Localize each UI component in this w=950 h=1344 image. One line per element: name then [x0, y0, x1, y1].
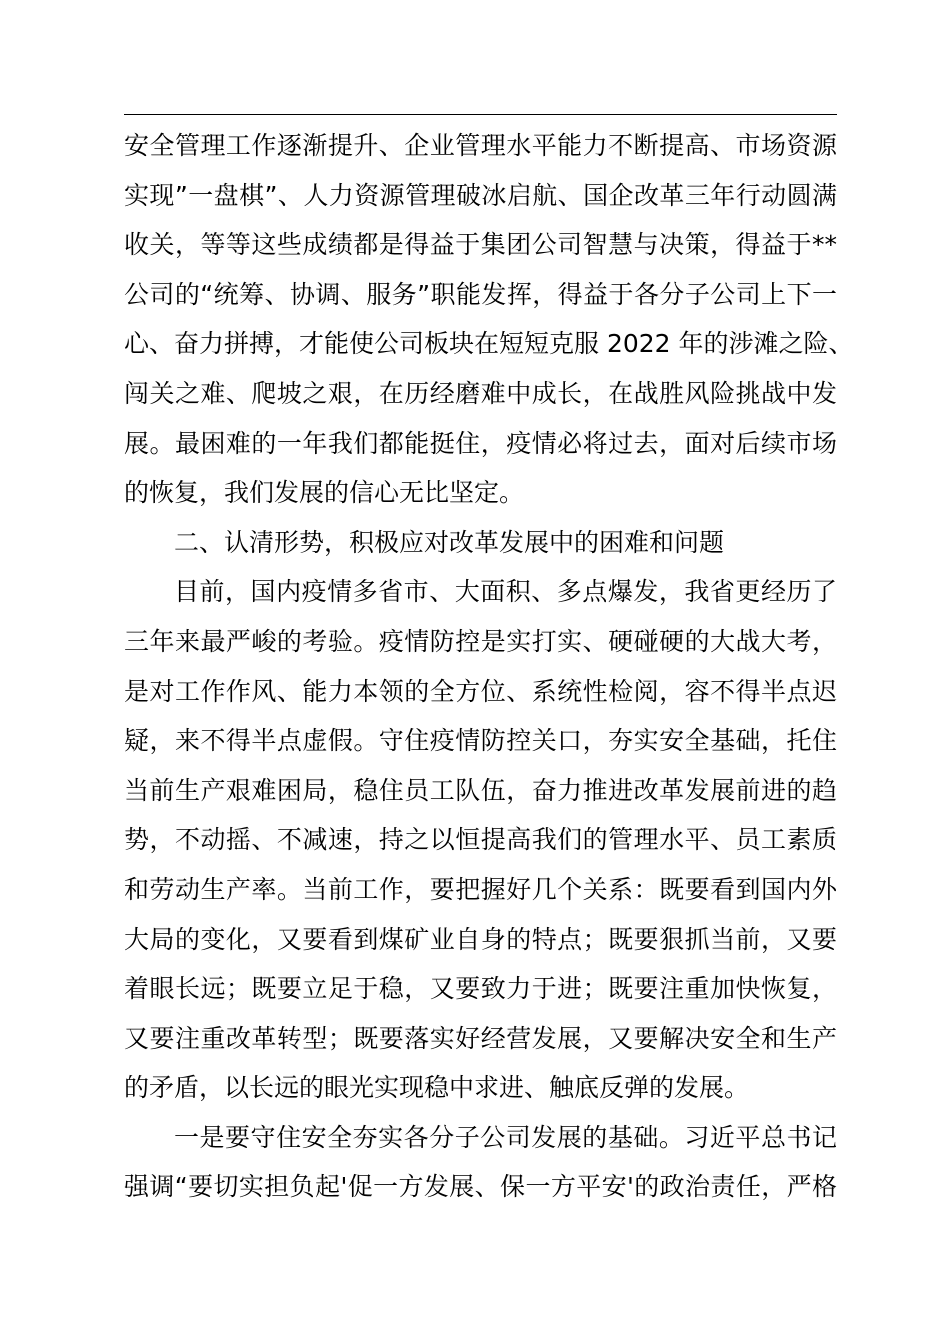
text-line: 的矛盾，以长远的眼光实现稳中求进、触底反弹的发展。: [124, 1073, 750, 1103]
text-line: 和劳动生产率。当前工作，要把握好几个关系：既要看到国内外: [124, 874, 837, 904]
text-line: 收关，等等这些成绩都是得益于集团公司智慧与决策，得益于**: [124, 230, 837, 260]
text-line: 心、奋力拼搏，才能使公司板块在短短克服 2022 年的涉滩之险、: [124, 329, 854, 359]
text-line: 大局的变化，又要看到煤矿业自身的特点；既要狠抓当前，又要: [124, 924, 837, 954]
text-line: 当前生产艰难困局，稳住员工队伍，奋力推进改革发展前进的趋: [124, 775, 837, 805]
text-line: 展。最困难的一年我们都能挺住，疫情必将过去，面对后续市场: [124, 428, 837, 458]
text-line: 闯关之难、爬坡之艰，在历经磨难中成长，在战胜风险挑战中发: [124, 378, 837, 408]
text-line: 公司的“统筹、协调、服务”职能发挥，得益于各分子公司上下一: [124, 279, 837, 309]
text-line: 着眼长远；既要立足于稳，又要致力于进；既要注重加快恢复，: [124, 974, 837, 1004]
text-line: 目前，国内疫情多省市、大面积、多点爆发，我省更经历了: [174, 577, 837, 607]
text-line: 强调“要切实担负起'促一方发展、保一方平安'的政治责任，严格: [124, 1172, 837, 1202]
text-line: 是对工作作风、能力本领的全方位、系统性检阅，容不得半点迟: [124, 676, 837, 706]
text-line: 势，不动摇、不减速，持之以恒提高我们的管理水平、员工素质: [124, 825, 837, 855]
header-rule: [124, 114, 837, 115]
section-heading: 二、认清形势，积极应对改革发展中的困难和问题: [174, 527, 725, 557]
text-line: 的恢复，我们发展的信心无比坚定。: [124, 478, 525, 508]
text-line: 又要注重改革转型；既要落实好经营发展，又要解决安全和生产: [124, 1023, 837, 1053]
text-line: 安全管理工作逐渐提升、企业管理水平能力不断提高、市场资源: [124, 131, 837, 160]
text-line: 实现”一盘棋”、人力资源管理破冰启航、国企改革三年行动圆满: [124, 180, 837, 210]
text-line: 三年来最严峻的考验。疫情防控是实打实、硬碰硬的大战大考，: [124, 626, 837, 656]
body-text: [124, 121, 854, 1212]
text-line: 一是要守住安全夯实各分子公司发展的基础。习近平总书记: [174, 1122, 837, 1152]
text-line: 疑，来不得半点虚假。守住疫情防控关口，夯实安全基础，托住: [124, 726, 837, 756]
